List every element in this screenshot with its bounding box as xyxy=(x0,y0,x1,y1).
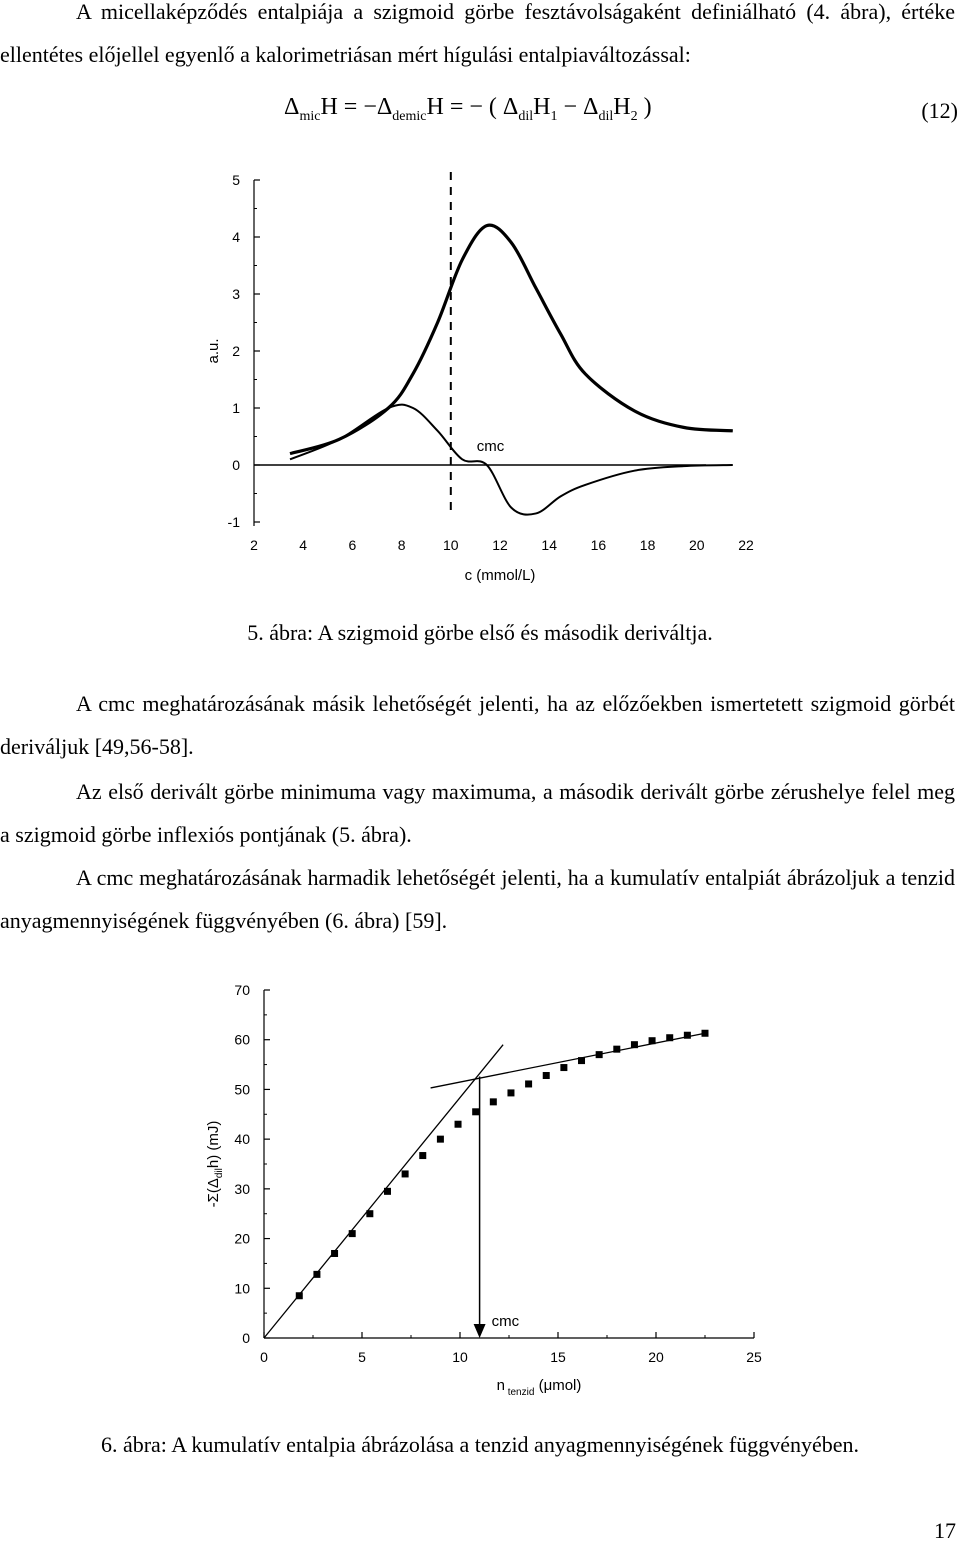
cmc-label: cmc xyxy=(476,438,505,455)
y-tick-label: 3 xyxy=(232,286,240,302)
first-derivative-curve xyxy=(290,225,733,454)
data-point xyxy=(666,1034,673,1041)
y-tick-label: 50 xyxy=(234,1081,250,1098)
linear-fit-line-high xyxy=(431,1033,705,1088)
x-tick-label: 10 xyxy=(443,537,459,553)
equation-expression: $\Delta_{mic}H = -\Delta_{demic}H$ = − ( $\Delta_{dil}H_1 - \Delta_{dil}H_2$ ) xyxy=(284,94,652,124)
x-tick-label: 20 xyxy=(648,1349,664,1365)
data-point xyxy=(296,1292,303,1299)
equation-12 xyxy=(0,88,960,138)
x-tick-label: 0 xyxy=(260,1349,268,1365)
y-tick-label: 60 xyxy=(234,1031,250,1048)
data-point xyxy=(525,1080,532,1087)
data-point xyxy=(349,1230,356,1237)
x-tick-label: 15 xyxy=(550,1349,566,1365)
y-tick-label: 40 xyxy=(234,1131,250,1148)
page-number: 17 xyxy=(934,1518,956,1543)
equation-number: (12) xyxy=(921,98,958,123)
paragraph-2: Az első derivált görbe minimuma vagy maximuma, a második derivált görbe zérushelye felel meg a szigmoid görbe inflexiós pontjának (5. ábra). xyxy=(0,779,955,847)
data-point xyxy=(331,1250,338,1257)
data-point xyxy=(366,1210,373,1217)
y-tick-label: 5 xyxy=(232,172,240,188)
x-tick-label: 25 xyxy=(746,1349,762,1365)
y-axis-label: $-\Sigma(\Delta_{dil}h)$ (mJ) xyxy=(205,1120,225,1208)
x-tick-label: 10 xyxy=(452,1349,468,1365)
x-axis-label: n $_{tenzid}$ (μmol) xyxy=(496,1377,582,1398)
y-tick-label: 0 xyxy=(232,457,240,473)
figure-6-cumulative-enthalpy-chart xyxy=(0,970,960,1410)
x-tick-label: 5 xyxy=(358,1349,366,1365)
cmc-arrow-head xyxy=(474,1324,486,1338)
y-tick-label: 1 xyxy=(232,400,240,416)
figure-5-caption: 5. ábra: A szigmoid görbe első és második deriváltja. xyxy=(247,620,713,645)
x-tick-label: 22 xyxy=(738,537,754,553)
data-point xyxy=(402,1170,409,1177)
x-tick-label: 16 xyxy=(590,537,607,553)
data-point xyxy=(419,1152,426,1159)
data-point xyxy=(684,1032,691,1039)
x-tick-label: 6 xyxy=(348,537,357,553)
data-point xyxy=(437,1136,444,1143)
y-tick-label: 70 xyxy=(234,982,250,998)
top-paragraph-text: A micellaképződés entalpiája a szigmoid görbe fesztávolságaként definiálható (4. ábra), értéke ellentétes előjellel egyenlő a kalorimetriásan mért hígulási entalpiaváltozással: xyxy=(0,0,955,67)
data-point xyxy=(490,1098,497,1105)
top-paragraph xyxy=(0,0,955,76)
x-tick-label: 2 xyxy=(250,537,258,553)
data-point xyxy=(313,1271,320,1278)
x-tick-label: 4 xyxy=(299,537,308,553)
second-derivative-curve xyxy=(290,405,733,515)
cmc-label: cmc xyxy=(491,1313,520,1330)
figure-5-derivative-chart xyxy=(0,160,960,590)
y-tick-label: -1 xyxy=(227,514,240,530)
data-point xyxy=(578,1057,585,1064)
x-tick-label: 8 xyxy=(397,537,406,553)
data-point xyxy=(455,1121,462,1128)
paragraph-1: A cmc meghatározásának másik lehetőségét jelenti, ha az előzőekben ismertetett szigmoid görbét deriváljuk [49,56-58]. xyxy=(0,691,955,759)
data-point xyxy=(507,1089,514,1096)
y-tick-label: 2 xyxy=(232,343,240,359)
y-tick-label: 30 xyxy=(234,1180,250,1197)
y-tick-label: 0 xyxy=(242,1330,250,1346)
data-point xyxy=(596,1051,603,1058)
x-tick-label: 18 xyxy=(639,537,656,553)
data-point xyxy=(560,1064,567,1071)
y-tick-label: 4 xyxy=(232,229,240,245)
figure-6-caption: 6. ábra: A kumulatív entalpia ábrázolása a tenzid anyagmennyiségének függvényében. xyxy=(100,1432,860,1457)
data-point xyxy=(543,1072,550,1079)
data-point xyxy=(649,1037,656,1044)
y-tick-label: 10 xyxy=(234,1280,250,1297)
data-point xyxy=(702,1030,709,1037)
data-point xyxy=(384,1188,391,1195)
x-tick-label: 14 xyxy=(541,537,557,553)
x-axis-label: c (mmol/L) xyxy=(464,567,536,584)
x-tick-label: 20 xyxy=(689,537,705,553)
y-tick-label: 20 xyxy=(234,1230,250,1247)
paragraph-3: A cmc meghatározásának harmadik lehetőségét jelenti, ha a kumulatív entalpiát ábrázoljuk a tenzid anyagmennyiségének függvényében (6. ábra) [59]. xyxy=(0,865,955,933)
x-tick-label: 12 xyxy=(492,537,508,553)
data-point xyxy=(472,1108,479,1115)
data-point xyxy=(613,1046,620,1053)
data-point xyxy=(631,1041,638,1048)
y-axis-label: a.u. xyxy=(205,338,222,364)
